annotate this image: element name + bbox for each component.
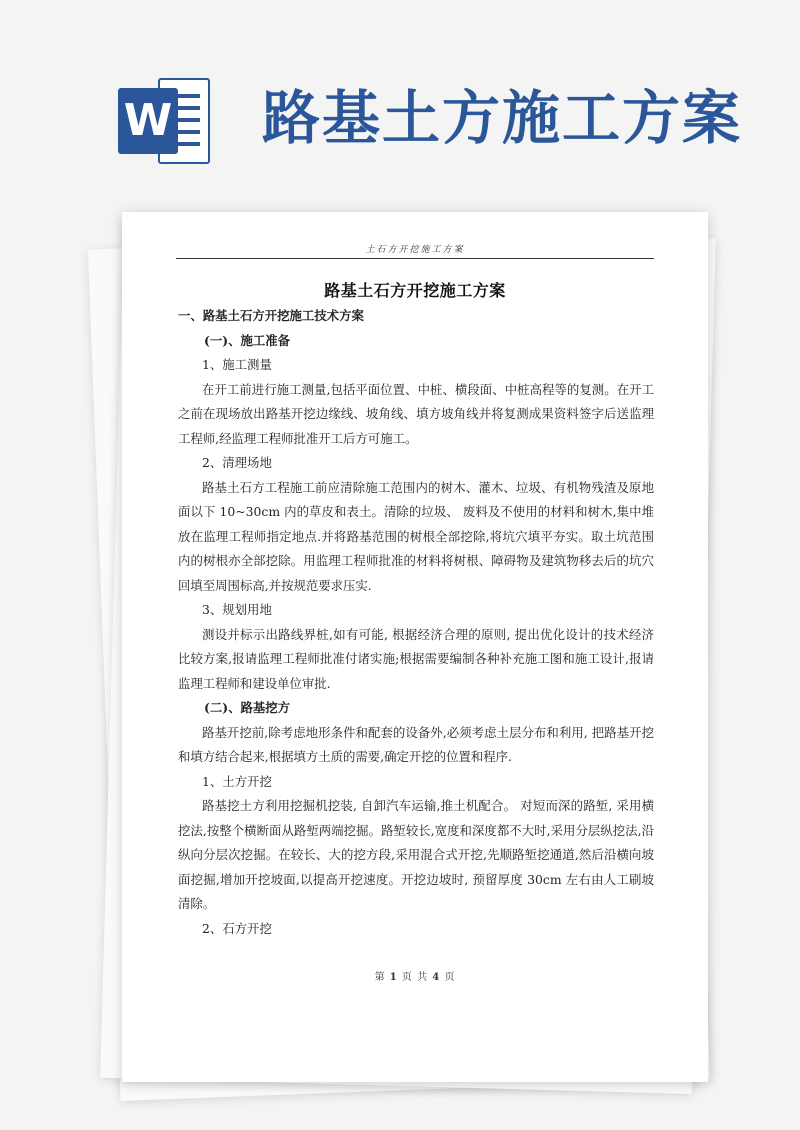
paragraph: 路基挖土方利用挖掘机挖装, 自卸汽车运输,推土机配合。 对短而深的路堑, 采用横挖法,按整个横断面从路堑两端挖掘。路堑较长,宽度和深度都不大时,采用分层纵挖法,沿纵向分层次挖掘。在较长、大的挖方段,采用混合式开挖,先顺路堑挖通道,然后沿横向坡面挖掘,增加开挖坡面,以提高开挖速度。开挖边坡时, 预留厚度 30cm 左右由人工刷坡清除。 xyxy=(178,798,654,911)
document-title: 路基土石方开挖施工方案 xyxy=(324,281,506,300)
footer-middle: 页 共 xyxy=(401,972,429,983)
subsection-heading: (一)、施工准备 xyxy=(204,332,291,348)
section-heading: 一、路基土石方开挖施工技术方案 xyxy=(178,308,364,323)
word-doc-icon xyxy=(118,78,210,164)
document-page xyxy=(122,212,708,1082)
running-header: 土石方开挖施工方案 xyxy=(365,245,465,255)
paragraph: 路基开挖前,除考虑地形条件和配套的设备外,必须考虑土层分布和利用, 把路基开挖和填方结合起来,根据填方土质的需要,确定开挖的位置和程序. xyxy=(178,724,654,764)
banner xyxy=(0,0,800,190)
subsection-heading: (二)、路基挖方 xyxy=(204,700,291,715)
footer-page-number: 1 xyxy=(389,972,398,983)
paragraph: 路基土石方工程施工前应清除施工范围内的树木、灌木、垃圾、有机物残渣及原地面以下 10~30cm 内的草皮和表土。清除的垃圾、 废料及不使用的材料和树木,集中堆放在监理工程师指定地点.并将路基范围的树根全部挖除,将坑穴填平夯实。取土坑范围内的树根亦全部挖除。用监理工程师批准的材料将树根、障碍物及建筑物移去后的坑穴回填至周围标高,并按规范要求压实. xyxy=(178,479,654,593)
page-footer xyxy=(122,968,708,983)
banner-title: 路基土方施工方案 xyxy=(262,84,743,152)
word-letter-badge: W xyxy=(118,88,178,154)
item-heading: 1、施工测量 xyxy=(202,357,272,372)
footer-total-pages: 4 xyxy=(432,972,441,983)
header-rule xyxy=(176,258,654,259)
paragraph: 测设并标示出路线界桩,如有可能, 根据经济合理的原则, 提出优化设计的技术经济比较方案,报请监理工程师批准付诸实施;根据需要编制各种补充施工图和施工设计,报请监理工程师和建设单位审批. xyxy=(178,626,654,691)
item-heading: 1、土方开挖 xyxy=(202,773,272,789)
document-body xyxy=(178,304,654,941)
footer-suffix: 页 xyxy=(444,972,456,983)
footer-prefix: 第 xyxy=(374,972,386,983)
item-heading: 2、石方开挖 xyxy=(202,920,272,936)
paragraph: 在开工前进行施工测量,包括平面位置、中桩、横段面、中桩高程等的复测。在开工之前在现场放出路基开挖边缘线、坡角线、填方坡角线并将复测成果资料签字后送监理工程师,经监理工程师批准开工后方可施工。 xyxy=(178,381,654,446)
item-heading: 2、清理场地 xyxy=(202,455,272,470)
item-heading: 3、规划用地 xyxy=(202,602,272,617)
